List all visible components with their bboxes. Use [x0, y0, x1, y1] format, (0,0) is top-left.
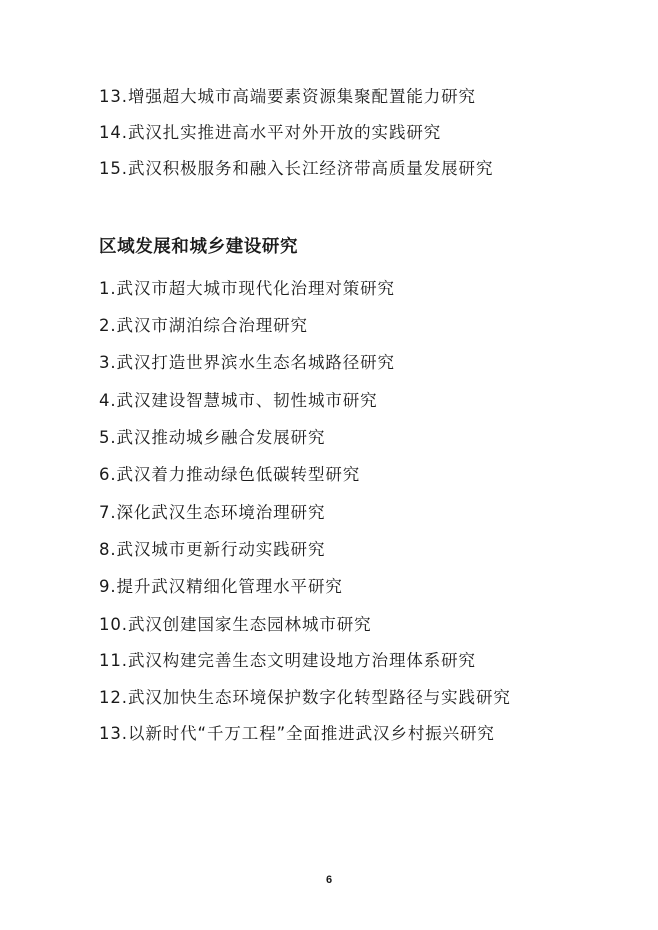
list-item: 1.武汉市超大城市现代化治理对策研究	[99, 279, 395, 298]
list-item: 15.武汉积极服务和融入长江经济带高质量发展研究	[99, 159, 494, 178]
list-item: 12.武汉加快生态环境保护数字化转型路径与实践研究	[99, 688, 511, 707]
list-item: 13.以新时代“千万工程”全面推进武汉乡村振兴研究	[99, 724, 495, 743]
list-item: 4.武汉建设智慧城市、韧性城市研究	[99, 391, 378, 410]
list-item: 5.武汉推动城乡融合发展研究	[99, 428, 326, 447]
list-item: 6.武汉着力推动绿色低碳转型研究	[99, 465, 361, 484]
list-item: 3.武汉打造世界滨水生态名城路径研究	[99, 353, 395, 372]
list-item: 13.增强超大城市高端要素资源集聚配置能力研究	[99, 87, 476, 106]
list-item: 10.武汉创建国家生态园林城市研究	[99, 615, 372, 634]
list-item: 2.武汉市湖泊综合治理研究	[99, 316, 308, 335]
list-item: 11.武汉构建完善生态文明建设地方治理体系研究	[99, 651, 476, 670]
list-item: 9.提升武汉精细化管理水平研究	[99, 577, 343, 596]
page-number: 6	[325, 874, 333, 886]
list-item: 7.深化武汉生态环境治理研究	[99, 503, 326, 522]
list-item: 8.武汉城市更新行动实践研究	[99, 540, 326, 559]
list-item: 14.武汉扎实推进高水平对外开放的实践研究	[99, 123, 442, 142]
section-heading: 区域发展和城乡建设研究	[99, 237, 299, 257]
